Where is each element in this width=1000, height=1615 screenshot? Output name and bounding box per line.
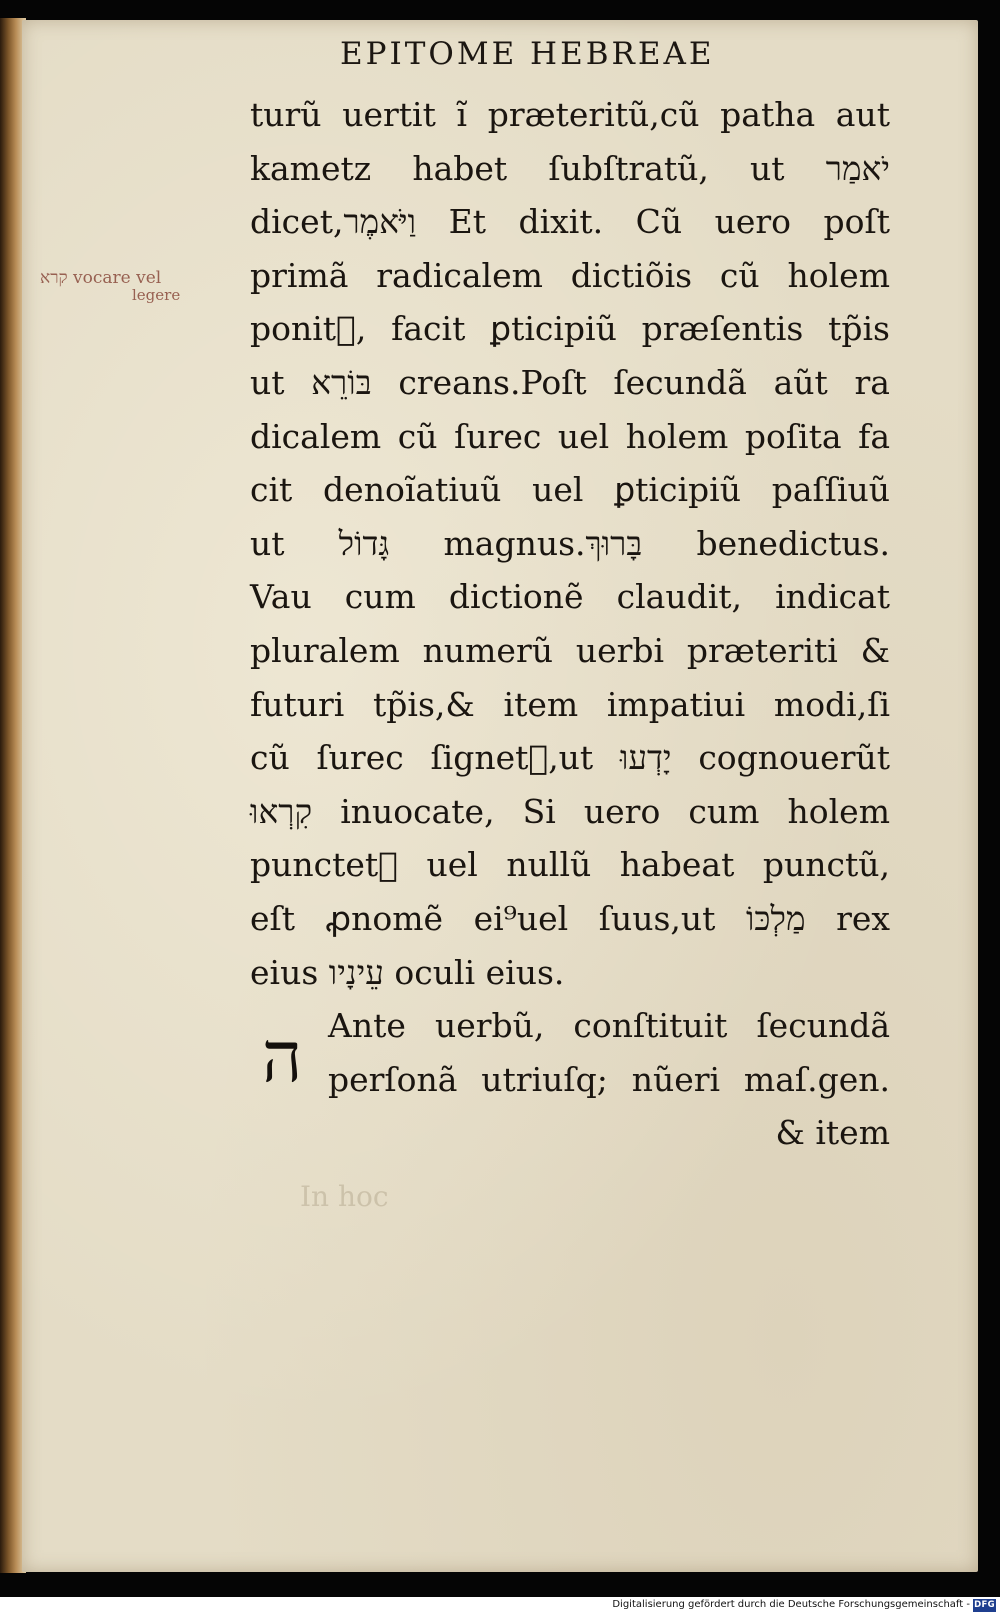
marginal-annotation-line-1: קרא vocare vel bbox=[40, 268, 162, 288]
text-line: ut בּוֹרֵא creans.Poſt ſecundã aũt ra bbox=[250, 362, 890, 402]
text-line: קִרְאוּ inuocate, Si uero cum holem bbox=[250, 791, 890, 831]
body-text bbox=[250, 88, 890, 1160]
text-line: turũ uertit ĩ præteritũ,cũ patha aut bbox=[250, 95, 890, 134]
dfg-logo: DFG bbox=[974, 1600, 995, 1610]
catchword: & item bbox=[775, 1113, 890, 1153]
text-line: eius עֵינָיו oculi eius. bbox=[250, 952, 565, 992]
funding-credit: Digitalisierung gefördert durch die Deutsche Forschungsgemeinschaft - bbox=[612, 1599, 970, 1610]
show-through-text: In hoc bbox=[300, 1180, 389, 1213]
section-line: perſonã utriuſq; nũeri maſ.gen. bbox=[328, 1059, 890, 1099]
text-line: dicalem cũ ſurec uel holem poſita fa bbox=[250, 416, 890, 456]
text-line: futuri tp̃is,& item impatiui modi,ſi bbox=[250, 684, 890, 724]
marginal-annotation bbox=[40, 268, 180, 304]
section-line: Ante uerbũ, conſtituit ſecundã bbox=[328, 1006, 890, 1046]
text-line: pluralem numerũ uerbi præteriti & bbox=[250, 630, 890, 670]
text-line: eſt ꝓnomẽ ei⁹uel ſuus,ut מַלְכּוֹ rex bbox=[250, 898, 890, 938]
text-line: cũ ſurec ſignet᷑,ut יָדְעוּ cognouerũt bbox=[250, 738, 890, 778]
running-head: EPITOME HEBREAE bbox=[340, 36, 715, 72]
text-line: kametz habet ſubſtratũ, ut יֹאמַר bbox=[250, 148, 890, 188]
text-line: dicet,וַיֹּאמֶר Et dixit. Cũ uero poſt bbox=[250, 202, 890, 242]
text-line: ut גָּדוֹל magnus.בָּרוּךְ benedictus. bbox=[250, 523, 890, 563]
text-line: Vau cum dictionẽ claudit, indicat bbox=[250, 577, 890, 617]
marginal-annotation-line-2: legere bbox=[132, 286, 181, 304]
drop-cap-letter: ה bbox=[262, 1016, 303, 1098]
text-line: punctet᷑ uel nullũ habeat punctũ, bbox=[250, 845, 890, 885]
text-line: ponit᷑, facit ꝑticipiũ præſentis tp̃is bbox=[250, 309, 890, 349]
text-line: cit denoĩatiuũ uel ꝑticipiũ paſſiuũ bbox=[250, 470, 890, 510]
text-line: primã radicalem dictiõis cũ holem bbox=[250, 255, 890, 295]
